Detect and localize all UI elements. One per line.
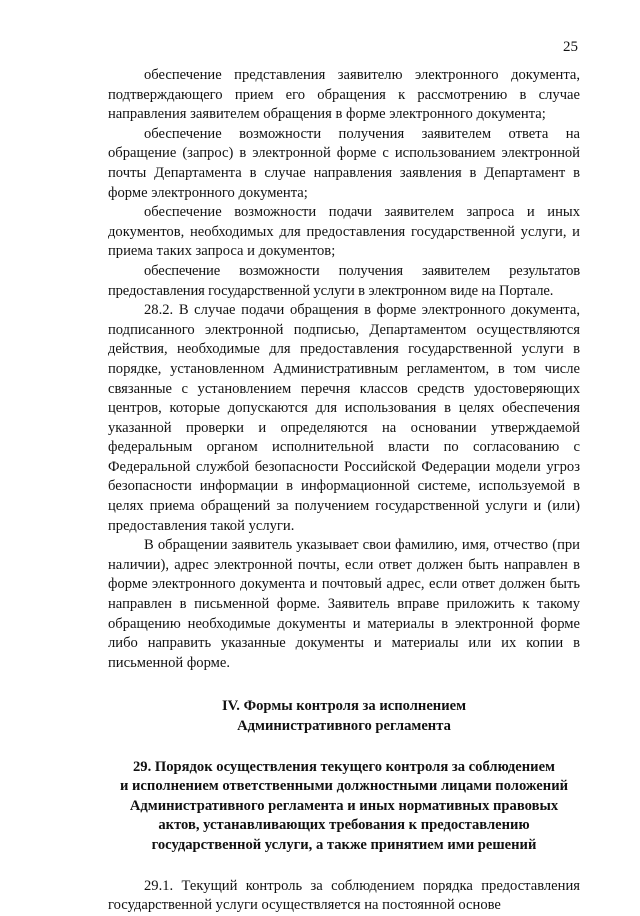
subsection-heading-line-4: актов, устанавливающих требования к предоставлению — [158, 817, 530, 834]
paragraph-electronic-document-confirmation: обеспечение представления заявителю электронного документа, подтверждающего прием его обращения к рассмотрению в случае направления заявителем обращения в форме электронного документа; — [108, 67, 580, 123]
section-heading-line-1: IV. Формы контроля за исполнением — [221, 698, 467, 715]
subsection-heading-line-3: Административного регламента и иных нормативных правовых — [129, 797, 559, 814]
section-heading-iv — [108, 697, 580, 736]
page-number: 25 — [563, 39, 578, 55]
paragraph-28-2: 28.2. В случае подачи обращения в форме электронного документа, подписанного электронной подписью, Департаментом осуществляются действия, необходимые для предоставления государственной услуги в порядке, установленном Административным регламентом, в том числе связанные с установлением перечня классов средств удостоверяющих центров, которые допускаются для использования в целях обеспечения указанной проверки и определяются на основании утверждаемой федеральным органом исполнительной власти по согласованию с Федеральной службой безопасности Российской Федерации модели угроз безопасности информации в информационной системе, используемой в целях приема обращений за получением государственной услуги и (или) предоставления такой услуги. — [108, 302, 580, 534]
paragraph-results-on-portal: обеспечение возможности получения заявителем результатов предоставления государственной услуги в электронном виде на Портале. — [108, 262, 580, 299]
subsection-heading-29 — [108, 758, 580, 856]
subsection-heading-line-1: 29. Порядок осуществления текущего контроля за соблюдением — [133, 758, 555, 775]
paragraph-29-1: 29.1. Текущий контроль за соблюдением порядка предоставления государственной услуги осуществляется на постоянной основе — [108, 877, 580, 914]
subsection-heading-line-2: и исполнением ответственными должностными лицами положений — [119, 778, 569, 795]
paragraph-email-response: обеспечение возможности получения заявителем ответа на обращение (запрос) в электронной форме с использованием электронной почты Департамента в случае направления заявления в Департамент в форме электронного документа; — [108, 125, 580, 201]
document-body — [108, 66, 580, 916]
paragraph-submission-possibility: обеспечение возможности подачи заявителем запроса и иных документов, необходимых для предоставления государственной услуги, и приема таких запроса и документов; — [108, 204, 580, 260]
subsection-heading-line-5: государственной услуги, а также принятием ими решений — [151, 836, 537, 853]
paragraph-applicant-details: В обращении заявитель указывает свои фамилию, имя, отчество (при наличии), адрес электронной почты, если ответ должен быть направлен в форме электронного документа и почтовый адрес, если ответ должен быть направлен в письменной форме. Заявитель вправе приложить к такому обращению необходимые документы и материалы в электронной форме либо направить указанные документы и материалы или их копии в письменной форме. — [108, 537, 580, 671]
section-heading-line-2: Административного регламента — [237, 718, 451, 734]
